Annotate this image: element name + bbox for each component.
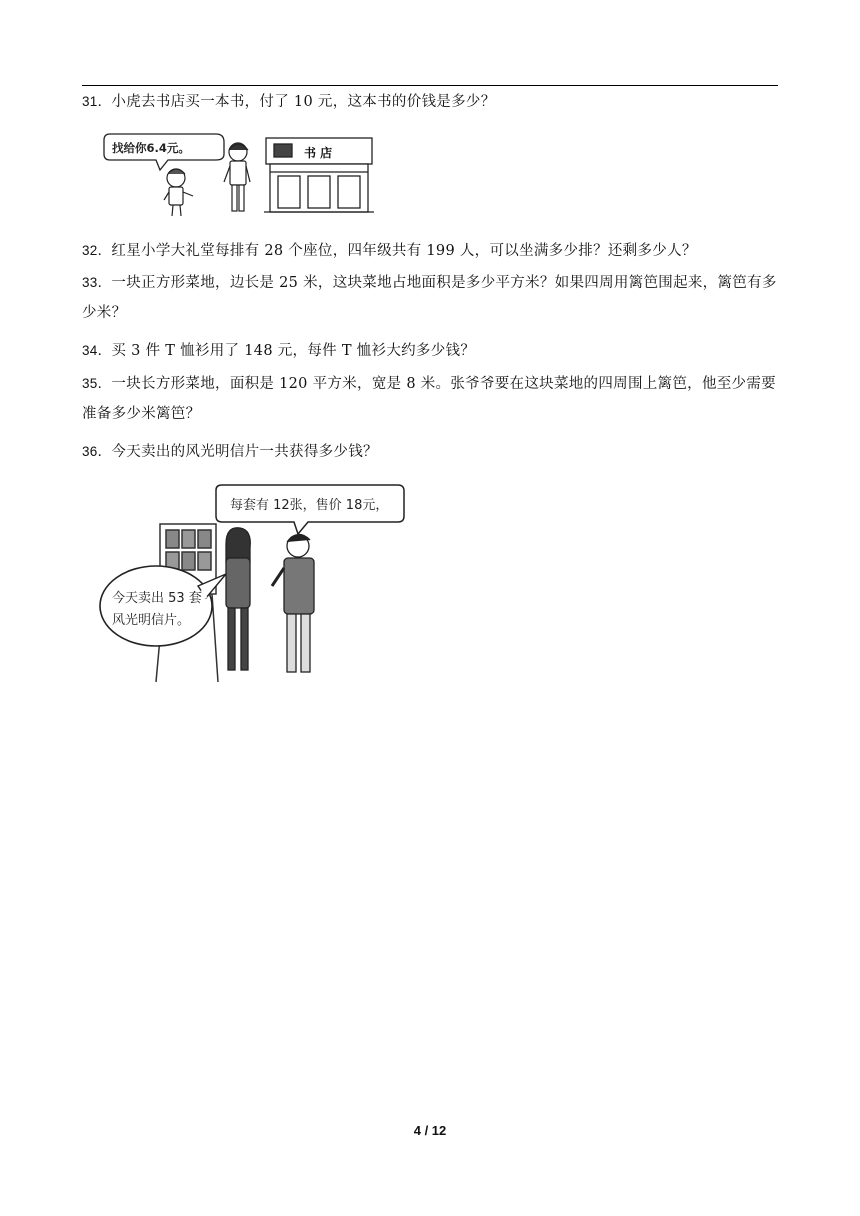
shopkeeper-figure — [224, 143, 250, 211]
question-number: 31． — [82, 94, 112, 109]
question-36 — [82, 437, 782, 467]
postcard-illustration — [98, 482, 410, 688]
page-number: 4 / 12 — [413, 1123, 447, 1138]
bookstore-illustration — [98, 130, 378, 218]
question-number: 36． — [82, 444, 112, 459]
question-number: 34． — [82, 343, 112, 358]
question-number: 32． — [82, 243, 112, 258]
top-bubble-text: 每套有 12张，售价 18元， — [230, 498, 389, 513]
question-text: 一块正方形菜地，边长是 25 米，这块菜地占地面积是多少平方米？如果四周用篱笆围起来，篱笆有多少米？ — [82, 275, 777, 321]
question-text: 一块长方形菜地，面积是 120 平方米，宽是 8 米。张爷爷要在这块菜地的四周围上篱笆，他至少需要准备多少米篱笆？ — [82, 376, 776, 422]
question-number: 35． — [82, 376, 112, 391]
bubble-text: 找给你6.4元。 — [112, 141, 190, 155]
question-text: 红星小学大礼堂每排有 28 个座位，四年级共有 199 人，可以坐满多少排？还剩多少人？ — [111, 243, 697, 259]
shop-sign-text: 书 店 — [304, 146, 333, 160]
question-34 — [82, 336, 782, 366]
question-number: 33． — [82, 275, 112, 290]
question-31 — [82, 87, 782, 117]
man-figure — [272, 534, 314, 672]
question-33 — [82, 268, 782, 328]
woman-figure — [226, 528, 250, 670]
boy-figure — [164, 169, 193, 216]
question-text: 今天卖出的风光明信片一共获得多少钱？ — [111, 444, 378, 460]
question-32 — [82, 236, 782, 266]
header-rule — [82, 85, 778, 86]
left-bubble-line-2: 风光明信片。 — [112, 613, 191, 628]
question-35 — [82, 369, 782, 429]
left-bubble-line-1: 今天卖出 53 套 — [112, 591, 202, 606]
question-text: 小虎去书店买一本书，付了 10 元，这本书的价钱是多少？ — [111, 94, 496, 110]
question-text: 买 3 件 T 恤衫用了 148 元，每件 T 恤衫大约多少钱？ — [111, 343, 476, 359]
